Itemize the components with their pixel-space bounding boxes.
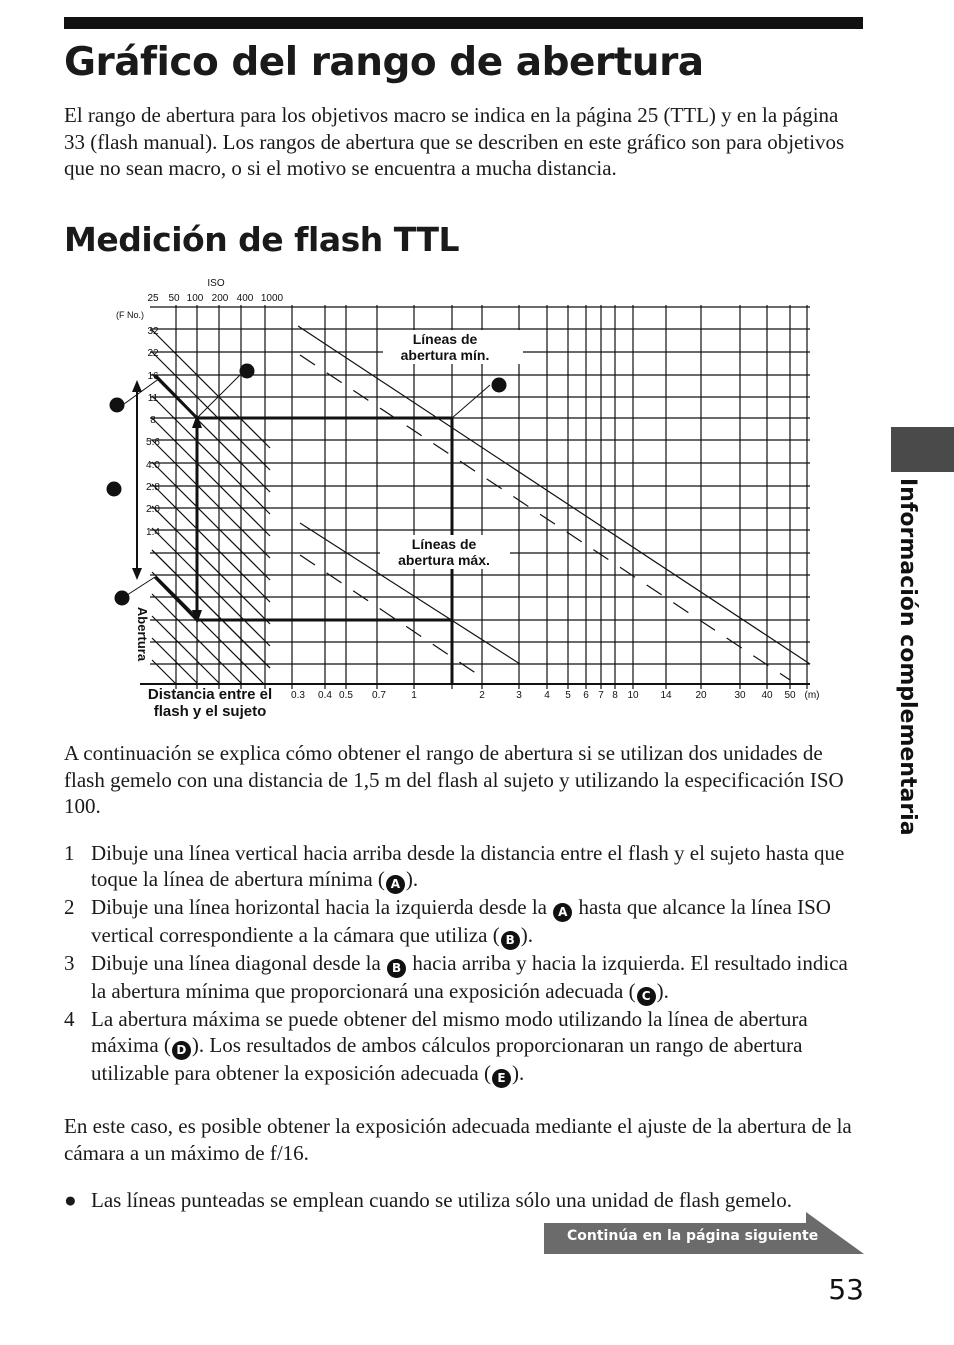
max-lines-label-1: Líneas de	[411, 536, 477, 552]
iso-diagonal	[152, 396, 270, 514]
distance-tick-label: 0.5	[339, 690, 353, 701]
steps-list	[64, 840, 864, 1088]
min-aperture-line-dashed	[300, 355, 790, 680]
iso-diagonal	[152, 462, 270, 580]
marker-d-badge: D	[172, 1041, 191, 1060]
marker-a-badge: A	[553, 903, 572, 922]
fno-tick-label: 2.0	[146, 504, 160, 515]
min-lines-label-1: Líneas de	[412, 331, 478, 347]
iso-tick-label: 1000	[260, 293, 284, 304]
arrow-head-up	[132, 380, 142, 392]
step-number: 3	[64, 951, 75, 975]
fno-tick-label: 22	[147, 348, 159, 359]
leader-d	[124, 577, 155, 597]
iso-diagonal	[152, 572, 264, 684]
chart-labels	[107, 278, 820, 720]
marker-b-badge: B	[501, 931, 520, 950]
fno-tick-label: 5.6	[146, 437, 160, 448]
fno-tick-label: 32	[147, 326, 159, 337]
fno-tick-label: 4.0	[146, 460, 160, 471]
marker-c-badge: C	[637, 987, 656, 1006]
distance-tick-label: 0.7	[372, 690, 386, 701]
marker-a-label: A	[495, 380, 503, 392]
distance-tick-label: 4	[544, 690, 550, 701]
page-title: Gráfico del rango de abertura	[64, 40, 704, 85]
explanation-paragraph: A continuación se explica cómo obtener el rango de abertura si se utilizan dos unidades de flash gemelo con una distancia de 1,5 m del flash al sujeto y utilizando la especificación ISO 100.	[64, 741, 844, 818]
distance-tick-label: 50	[784, 690, 796, 701]
iso-diagonal	[152, 528, 270, 646]
distance-axis-label-2: flash y el sujeto	[153, 703, 267, 720]
min-lines-label-2: abertura mín.	[400, 347, 490, 363]
distance-tick-label: 10	[627, 690, 639, 701]
iso-diagonal	[152, 616, 220, 684]
distance-tick-label: 7	[598, 690, 604, 701]
distance-tick-label: 20	[695, 690, 707, 701]
arrow-head-down	[132, 568, 142, 580]
max-lines-label-2: abertura máx.	[398, 552, 490, 568]
fno-tick-label: 16	[147, 371, 159, 382]
marker-a-badge: A	[386, 875, 405, 894]
fno-tick-label: 2.8	[146, 482, 160, 493]
step-item	[64, 840, 864, 894]
distance-tick-label: 6	[583, 690, 589, 701]
marker-e-label: E	[110, 484, 118, 496]
distance-tick-label: 0.4	[318, 690, 332, 701]
iso-diagonal	[152, 638, 198, 684]
step-text: Dibuje una línea vertical hacia arriba desde la distancia entre el flash y el sujeto hasta que toque la línea de abertura mínima ( A ).	[91, 840, 864, 894]
fno-tick-label: 8	[150, 415, 156, 426]
iso-diagonal	[152, 484, 270, 602]
step-number: 4	[64, 1007, 75, 1031]
aperture-axis-label: Abertura	[135, 606, 150, 662]
conclusion-paragraph: En este caso, es posible obtener la exposición adecuada mediante el ajuste de la abertura de la cámara a un máximo de f/16.	[64, 1114, 852, 1165]
distance-tick-label: 3	[516, 690, 522, 701]
iso-diagonal-lines	[152, 330, 270, 684]
distance-tick-label: 8	[612, 690, 618, 701]
step-text: Dibuje una línea horizontal hacia la izquierda desde la A hasta que alcance la línea ISO vertical correspondiente a la cámara que utiliza ( B ).	[91, 894, 864, 950]
min-aperture-line-solid	[298, 326, 810, 664]
distance-axis-label-1: Distancia entre el	[147, 686, 273, 703]
page-number: 53	[828, 1273, 864, 1306]
distance-tick-label: 40	[761, 690, 773, 701]
iso-diagonal	[152, 506, 270, 624]
marker-e-badge: E	[492, 1069, 511, 1088]
iso-axis-label: ISO	[207, 278, 225, 289]
step-text: La abertura máxima se puede obtener del mismo modo utilizando la línea de abertura máxima ( D ). Los resultados de ambos cálculos proporcionaran un rango de abertura utilizable para obtener la exposición adecuada ( E ).	[91, 1006, 864, 1088]
note-text: Las líneas punteadas se emplean cuando se utiliza sólo una unidad de flash gemelo.	[91, 1188, 792, 1212]
iso-tick-label: 100	[186, 293, 204, 304]
distance-tick-label: 5	[565, 690, 571, 701]
iso-tick-label: 200	[211, 293, 229, 304]
distance-tick-label: 30	[734, 690, 746, 701]
step-number: 1	[64, 841, 75, 865]
intro-paragraph: El rango de abertura para los objetivos macro se indica en la página 25 (TTL) y en la página 33 (flash manual). Los rangos de abertura que se describen en este gráfico son para objetivos que no sean macro, o si el motivo se encuentra a mucha distancia.	[64, 103, 845, 180]
step-number: 2	[64, 895, 75, 919]
iso-diagonal	[152, 440, 270, 558]
fno-tick-label: 1.4	[146, 527, 160, 538]
leader-a	[452, 385, 490, 418]
iso-tick-label: 50	[168, 293, 180, 304]
continue-label: Continúa en la página siguiente	[567, 1228, 819, 1244]
distance-tick-label: 1	[411, 690, 417, 701]
step-text: Dibuje una línea diagonal desde la B hacia arriba y hacia la izquierda. El resultado indica la abertura mínima que proporcionará una exposición adecuada ( C ).	[91, 950, 864, 1006]
marker-d-label: D	[118, 593, 126, 605]
distance-tick-label: 14	[660, 690, 672, 701]
iso-tick-label: 25	[147, 293, 159, 304]
marker-c-label: C	[113, 400, 121, 412]
distance-tick-label: 0.3	[291, 690, 305, 701]
section-tab-marker	[891, 427, 954, 472]
marker-b-label: B	[243, 366, 251, 378]
section-title: Medición de flash TTL	[64, 220, 460, 259]
fno-tick-label: 11	[147, 393, 159, 404]
iso-tick-label: 400	[236, 293, 254, 304]
iso-diagonal	[152, 550, 270, 668]
fno-axis-label: (F No.)	[116, 310, 144, 320]
bullet-icon: ●	[64, 1188, 77, 1212]
note-item	[64, 1187, 864, 1214]
distance-unit-label: (m)	[804, 690, 820, 701]
marker-b-badge: B	[387, 959, 406, 978]
aperture-diagonal-lines	[298, 326, 810, 680]
step-item	[64, 950, 864, 1006]
iso-diagonal	[152, 418, 270, 536]
step-item	[64, 894, 864, 950]
step-item	[64, 1006, 864, 1088]
side-section-label: Información complementaria	[895, 478, 920, 836]
distance-tick-label: 2	[479, 690, 485, 701]
